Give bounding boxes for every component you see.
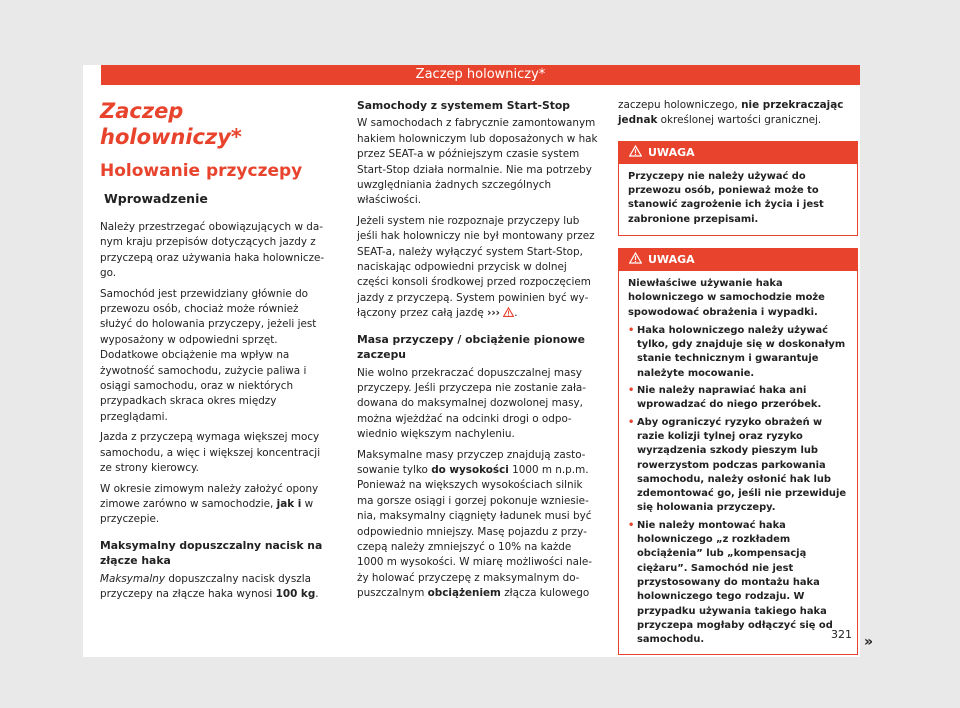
column-2 <box>357 98 599 607</box>
cross-reference-link[interactable]: ››› <box>487 307 500 320</box>
warning-list <box>628 324 849 648</box>
subheading: Maksymalny dopuszczalny nacisk na złącze haka <box>100 538 323 568</box>
warning-text: Niewłaściwe używanie haka holowniczego w samochodzie może spowodować obrażenia i wypadki. <box>628 278 825 318</box>
warning-body <box>619 271 857 654</box>
paragraph: Nie wolno przekraczać dopuszczalnej masy przyczepy. Jeśli przyczepa nie zostanie załadowana do maksymalnej dozwolonej masy, można wjeżdżać na odcinki drogi o odpowiednio większym nachyleniu. <box>357 366 587 441</box>
list-item: • Aby ograniczyć ryzyko obrażeń w razie kolizji tylnej oraz ryzyko wyrządzenia szkody pieszym lub rowerzystom podczas parkowania samochodu, należy osłonić hak lub zdemontować go, jeśli nie przewiduje się holowania przyczepy. <box>628 416 847 514</box>
page-title: Zaczep holowniczy* <box>100 99 242 149</box>
paragraph: Jazda z przyczepą wymaga większej mocy samochodu, a więc i większej koncentracji ze strony kierowcy. <box>100 431 321 475</box>
paragraph: Należy przestrzegać obowiązujących w danym kraju przepisów dotyczących jazdy z przyczepą oraz używania haka holowniczego. <box>100 221 325 280</box>
chapter-header: Zaczep holowniczy* <box>101 65 860 85</box>
warning-body <box>619 164 857 235</box>
warning-box <box>618 248 873 655</box>
paragraph: Maksymalne masy przyczep znajdują zastosowanie tylko do wysokości 1000 m n.p.m. Ponieważ na większych wysokościach silnik ma gorsze osiągi i gorzej pokonuje wzniesienia, maksymalny ciągnięty ładunek musi być odpowiednio mniejszy. Masę pojazdu z przyczepą należy zmniejszyć o 10% na każde 1000 m wysokości. W miarę możliwości należy holować przyczepę z maksymalnym dopuszczalnym obciążeniem złącza kulowego <box>357 448 592 600</box>
subheading: Samochody z systemem Start-Stop <box>357 99 571 112</box>
column-1 <box>100 98 332 607</box>
paragraph: W okresie zimowym należy założyć opony zimowe zarówno w samochodzie, jak i w przyczepie. <box>100 482 319 526</box>
paragraph: zaczepu holowniczego, nie przekraczając jednak określonej wartości granicznej. <box>618 99 844 127</box>
warning-triangle-icon <box>503 307 514 317</box>
paragraph: W samochodach z fabrycznie zamontowanym hakiem holowniczym lub doposażonych w hak przez SEAT-a w późniejszym czasie system Start-Stop działa normalnie. Nie ma potrzeby uwzględniania żadnych szczególnych właściwości. <box>357 117 598 207</box>
paragraph: Jeżeli system nie rozpoznaje przyczepy lub jeśli hak holowniczy nie był montowany przez SEAT-a, należy wyłączyć system Start-Stop, naciskając odpowiedni przycisk w dolnej części konsoli środkowej przed rozpoczęciem jazdy z przyczepą. System powinien być wyłączony przez całą jazdę ››› . <box>357 214 595 320</box>
manual-page <box>83 65 873 657</box>
paragraph: Maksymalny dopuszczalny nacisk dyszla przyczepy na złącze haka wynosi 100 kg. <box>100 572 319 600</box>
warning-header: UWAGA <box>619 249 857 271</box>
warning-box <box>618 141 858 236</box>
list-item: • Nie należy montować haka holowniczego „z rozkładem obciążenia” lub „kompensacją ciężaru”. Samochód nie jest przystosowany do montażu haka holowniczego tego rodzaju. W przypadku używania takiego haka przyczepa mogłaby odłączyć się od samochodu. <box>628 519 833 646</box>
warning-triangle-icon <box>629 145 642 157</box>
page-number: 321 <box>831 628 852 641</box>
list-item: • Nie należy naprawiać haka ani wprowadzać do niego przeróbek. <box>628 385 822 411</box>
page-subtitle: Holowanie przyczepy <box>100 161 303 181</box>
subheading: Masa przyczepy / obciążenie pionowe zaczepu <box>357 332 585 362</box>
warning-triangle-icon <box>629 252 642 264</box>
column-3 <box>618 98 873 667</box>
section-heading: Wprowadzenie <box>104 191 208 206</box>
continue-marker: » <box>863 634 873 651</box>
warning-text: Przyczepy nie należy używać do przewozu osób, ponieważ może to stanowić zagrożenie ich życia i jest zabronione przepisami. <box>628 170 824 225</box>
warning-header: UWAGA <box>619 142 857 164</box>
list-item: • Haka holowniczego należy używać tylko, gdy znajduje się w doskonałym stanie technicznym i gwarantuje należyte mocowanie. <box>628 324 846 379</box>
paragraph: Samochód jest przewidziany głównie do przewozu osób, chociaż może również służyć do holowania przyczepy, jeżeli jest wyposażony w odpowiedni sprzęt. Dodatkowe obciążenie ma wpływ na żywotność samochodu, zużycie paliwa i osiągi samochodu, oraz w niektórych przypadkach skraca okres między przeglądami. <box>100 287 317 423</box>
